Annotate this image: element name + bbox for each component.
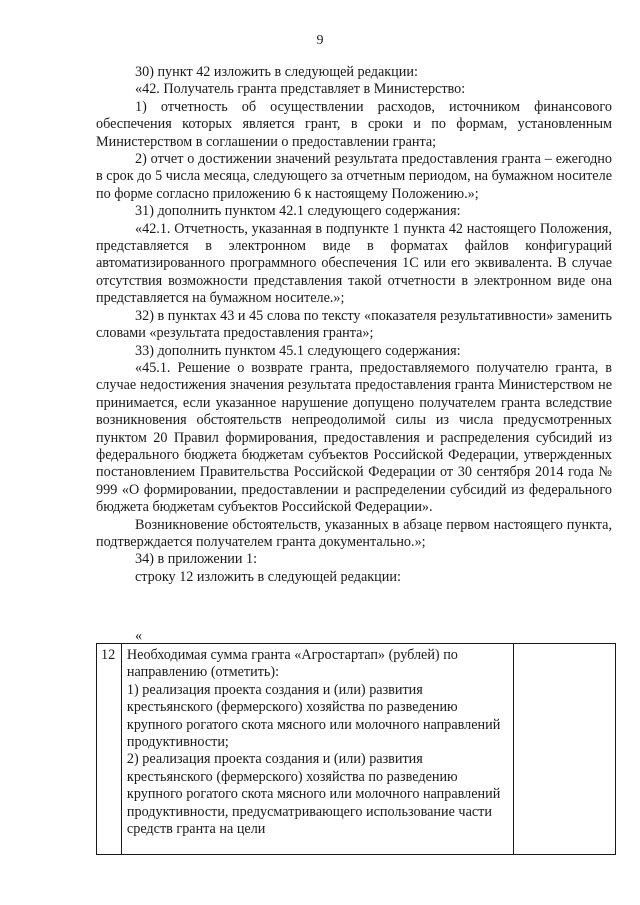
paragraph-45-1: «45.1. Решение о возврате гранта, предоставляемого получателю гранта, в случае недостижения значения результата предоставления гранта Министерством не принимается, если указанное нарушение допущено получателем гранта вследствие возникновения обстоятельств непреодолимой силы из числа предусмотренных пунктом 20 Правил формирования, предоставления и распределения субсидий из федерального бюджета бюджетам субъектов Российской Федерации, утвержденных постановлением Правительства Российской Федерации от 30 сентября 2014 года № 999 «О формировании, предоставлении и распределении субсидий из федерального бюджета бюджетам субъектов Российской Федерации». [96,359,612,516]
opening-quote: « [135,628,143,644]
amendment-table [96,643,616,855]
row-line: 2) реализация проекта создания и (или) развития крестьянского (фермерского) хозяйства по разведению крупного рогатого скота мясного или молочного направлений продуктивности, предусматривающего использование части средств гранта на цели [126,751,501,838]
row-value-cell [514,644,616,855]
row-text-cell [121,644,513,855]
paragraph-42-1: «42.1. Отчетность, указанная в подпункте 1 пункта 42 настоящего Положения, представляется в электронном виде в форматах файлов конфигураций автоматизированного программного обеспечения 1С или его эквивалента. В случае отсутствия возможности представления такой отчетности в электронном виде она представляется на бумажном носителе.»; [96,220,612,307]
row-line: Необходимая сумма гранта «Агростартап» (рублей) по направлению (отметить): [126,647,458,681]
paragraph-32: 32) в пунктах 43 и 45 слова по тексту «показателя результативности» заменить словами «результата предоставления гранта»; [96,307,612,342]
row-line: 1) реализация проекта создания и (или) развития крестьянского (фермерского) хозяйства по разведению крупного рогатого скота мясного или молочного направлений продуктивности; [126,681,501,751]
paragraph-45-1-cont: Возникновение обстоятельств, указанных в абзаце первом настоящего пункта, подтверждается получателем гранта документально.»; [96,516,612,550]
paragraph-31: 31) дополнить пунктом 42.1 следующего содержания: [135,203,461,220]
paragraph-42-item-2: 2) отчет о достижении значений результата предоставления гранта – ежегодно в срок до 5 числа месяца, следующего за отчетным периодом, на бумажном носителе по форме согласно приложению 6 к настоящему Положению.»; [96,151,612,202]
document-body [96,64,612,586]
table-row [97,644,616,855]
paragraph-row-12: строку 12 изложить в следующей редакции: [135,568,401,585]
paragraph-34: 34) в приложении 1: [135,551,258,568]
paragraph-42-item-1: 1) отчетность об осуществлении расходов, источником финансового обеспечения которых является грант, в сроки и по формам, установленным Министерством в соглашении о предоставлении гранта; [96,98,612,150]
paragraph-33: 33) дополнить пунктом 45.1 следующего содержания: [135,342,461,359]
row-number-cell: 12 [97,644,122,855]
paragraph-30: 30) пункт 42 изложить в следующей редакции: [135,64,418,80]
page-number: 9 [316,33,324,48]
paragraph-42-heading: «42. Получатель гранта представляет в Министерство: [135,81,466,98]
